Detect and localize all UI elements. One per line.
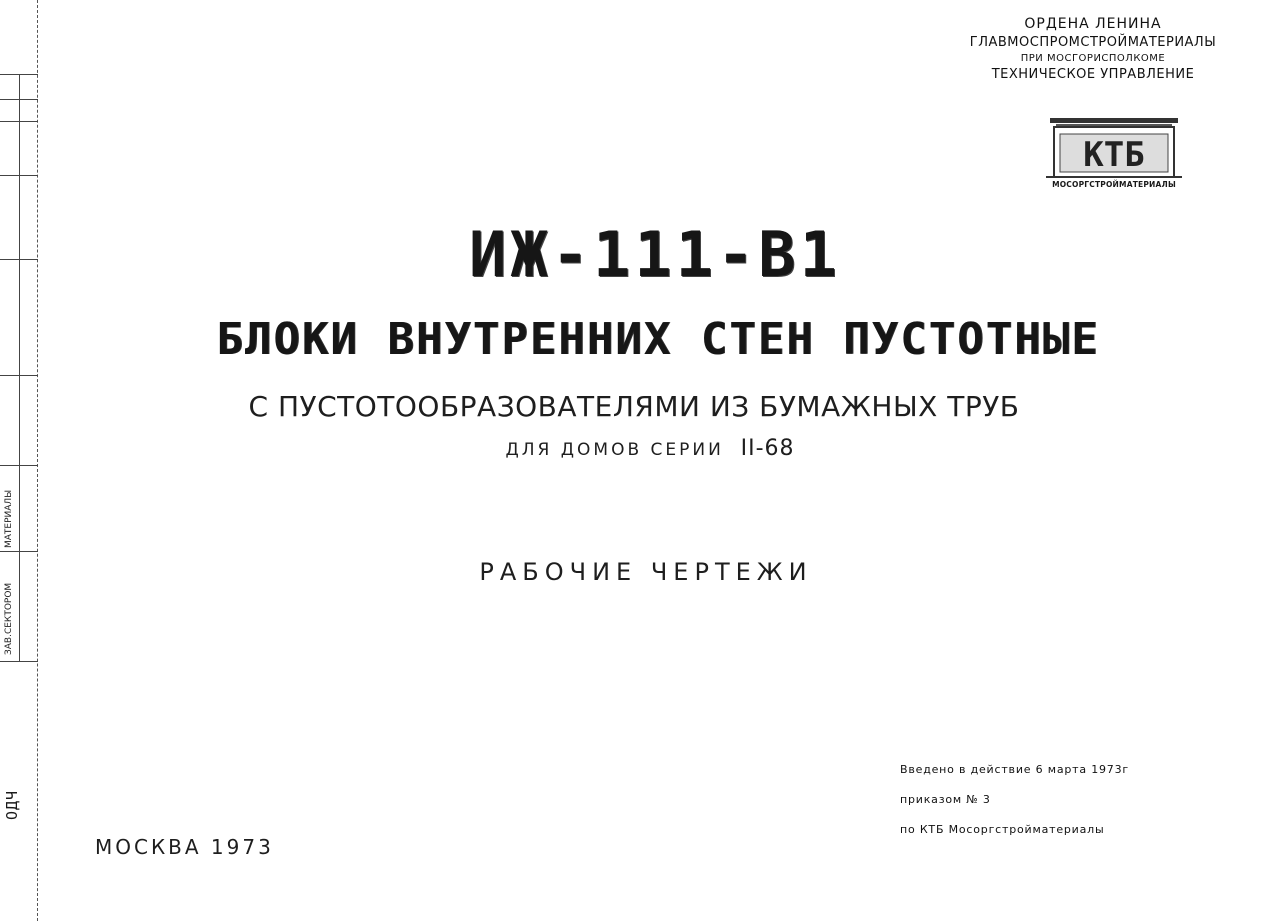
city-year: МОСКВА 1973 (95, 835, 274, 859)
document-title: БЛОКИ ВНУТРЕННИХ СТЕН ПУСТОТНЫЕ (216, 314, 1100, 365)
org-line-ministry: ГЛАВМОСПРОМСТРОЙМАТЕРИАЛЫ (969, 35, 1217, 50)
logo-caption: МОСОРГСТРОЙМАТЕРИАЛЫ (1052, 180, 1176, 189)
series-prefix: ДЛЯ ДОМОВ СЕРИИ (505, 440, 724, 460)
introduction-note (900, 762, 1129, 852)
margin-stamp-label-materials: МАТЕРИАЛЫ (4, 489, 14, 548)
intro-line-date: Введено в действие 6 марта 1973г (900, 763, 1129, 776)
ktb-logo (1046, 114, 1182, 192)
margin-stamp-label-sector: ЗАВ.СЕКТОРОМ (4, 582, 14, 655)
series-number: II-68 (740, 436, 795, 461)
document-code: ИЖ-111-В1 (469, 218, 841, 291)
intro-line-bureau: по КТБ Мосоргстройматериалы (900, 823, 1105, 836)
ktb-building-icon (1046, 114, 1182, 180)
svg-text:КТБ: КТБ (1083, 135, 1145, 175)
organization-header (958, 14, 1228, 84)
org-line-order: ОРДЕНА ЛЕНИНА (1024, 16, 1162, 32)
intro-line-order: приказом № 3 (900, 793, 991, 806)
org-line-department: ТЕХНИЧЕСКОЕ УПРАВЛЕНИЕ (991, 67, 1195, 82)
document-type: РАБОЧИЕ ЧЕРТЕЖИ (479, 558, 813, 586)
margin-side-code: ОДЧ (3, 789, 21, 820)
org-line-executive: ПРИ МОСГОРИСПОЛКОМЕ (1020, 53, 1166, 64)
series-line (0, 436, 1268, 461)
document-subtitle: С ПУСТОТООБРАЗОВАТЕЛЯМИ ИЗ БУМАЖНЫХ ТРУБ (248, 390, 1020, 423)
